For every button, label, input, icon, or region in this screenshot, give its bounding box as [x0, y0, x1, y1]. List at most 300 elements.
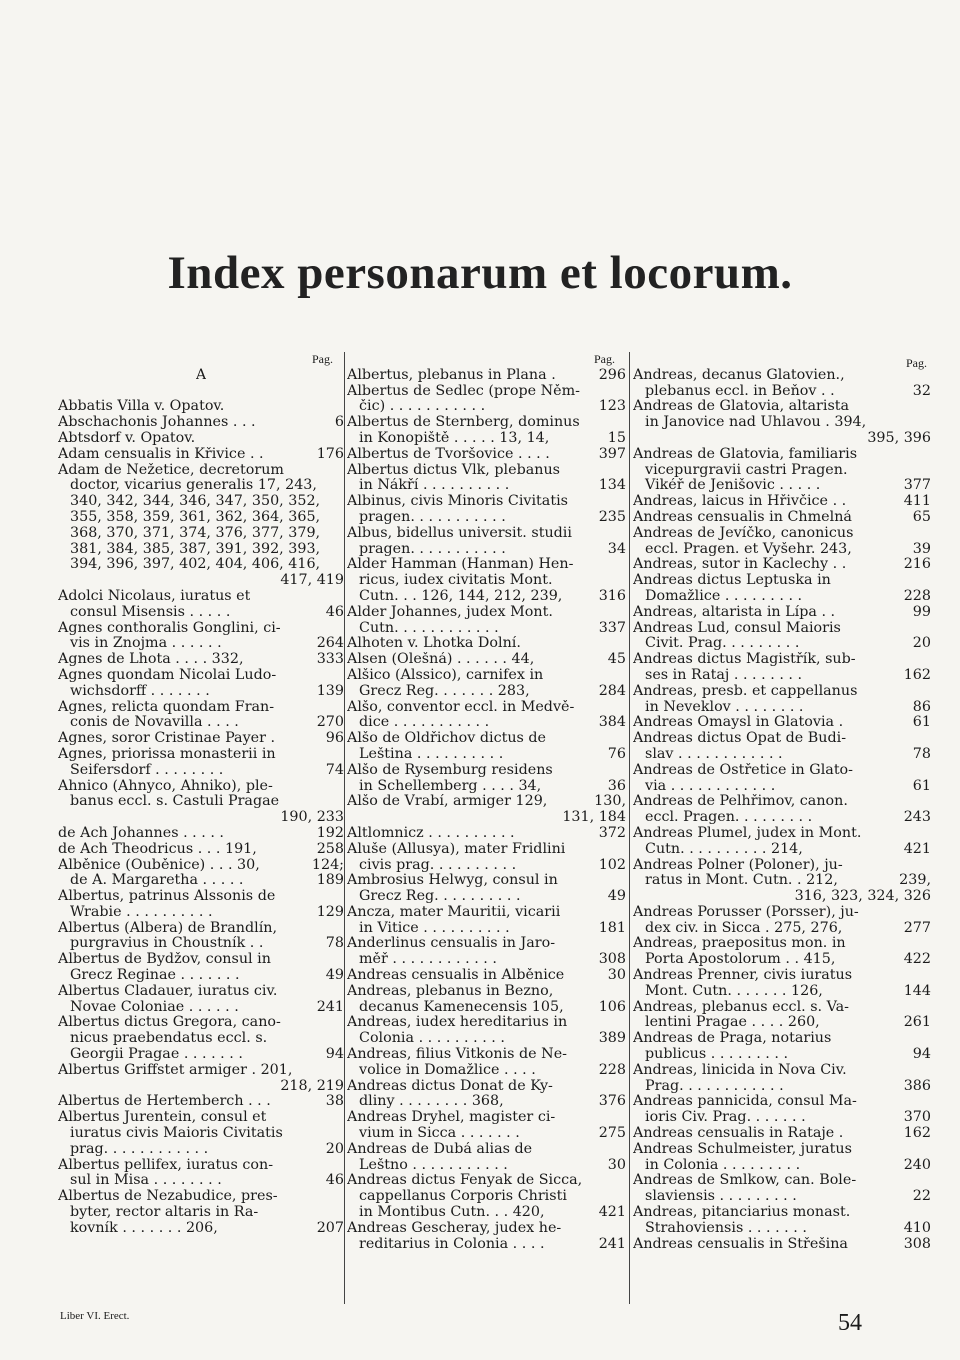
entry-page-ref [623, 494, 626, 510]
entry-text: vium in Sicca . . . . . . . [359, 1126, 520, 1142]
entry-text: Abschachonis Johannes . . . [58, 415, 256, 431]
entry-text: Grecz Reginae . . . . . . . [70, 968, 240, 984]
entry-page-ref [341, 747, 344, 763]
entry-page-ref [928, 858, 931, 874]
entry-page-ref: 333 [316, 652, 344, 668]
index-entry-line [347, 1063, 626, 1079]
index-entry-line [633, 399, 931, 415]
entry-page-ref [341, 952, 344, 968]
index-entry-line [347, 984, 626, 1000]
entry-text: Albertus de Tvoršovice . . . . [347, 446, 550, 462]
index-entry-line [633, 921, 931, 937]
index-entry-line [58, 1126, 344, 1142]
index-entry-line [347, 1189, 626, 1205]
entry-page-ref: 94 [325, 1047, 344, 1063]
index-entry-line [58, 352, 344, 368]
index-entry-line [633, 1047, 931, 1063]
index-entry-line [633, 431, 931, 447]
index-entry-line [633, 968, 931, 984]
entry-text: Andreas Porusser (Porsser), ju- [633, 904, 859, 920]
entry-text: Leštno . . . . . . . . . . . [359, 1157, 508, 1173]
entry-page-ref [341, 794, 344, 810]
pag-label-col-1: Pag. [312, 352, 333, 366]
entry-page-ref: 32 [912, 383, 931, 399]
entry-page-ref [341, 700, 344, 716]
entry-page-ref [623, 763, 626, 779]
index-entry-line [633, 1221, 931, 1237]
entry-text: Altlomnicz . . . . . . . . . . [347, 825, 515, 841]
entry-text: civis prag. . . . . . . . . . [359, 857, 517, 873]
entry-page-ref: 308 [598, 952, 626, 968]
index-entry-line [58, 952, 344, 968]
index-entry-line [633, 478, 931, 494]
entry-text: Andreas censualis in Alběnice [347, 968, 565, 984]
entry-text: Alhoten v. Lhotka Dolní. [347, 636, 521, 652]
index-entry-line [633, 463, 931, 479]
index-entry-line [347, 415, 626, 431]
index-entry-line [58, 858, 344, 874]
entry-page-ref [341, 431, 344, 447]
entry-page-ref [341, 1189, 344, 1205]
entry-text: in Vitice . . . . . . . . . . [359, 920, 510, 936]
index-entry-line [633, 447, 931, 463]
entry-text: Alšico (Alssico), carnifex in [347, 667, 544, 683]
index-entry-line [633, 542, 931, 558]
entry-page-ref: 94 [912, 1047, 931, 1063]
entry-page-ref: 337 [598, 620, 626, 636]
entry-text: Albertus dictus Vlk, plebanus [347, 462, 561, 478]
index-entry-line [58, 1158, 344, 1174]
index-entry-line [347, 1047, 626, 1063]
entry-page-ref: 34 [607, 541, 626, 557]
index-entry-line [633, 621, 931, 637]
entry-page-ref: 389 [598, 1031, 626, 1047]
entry-page-ref: 370 [903, 1110, 931, 1126]
entry-text: Andreas Lud, consul Maioris [633, 620, 841, 636]
index-entry-line [633, 1079, 931, 1095]
index-entry-line [633, 1205, 931, 1221]
entry-page-ref: 316 [598, 588, 626, 604]
entry-text: kovník . . . . . . . 206, [70, 1220, 218, 1236]
entry-text: dice . . . . . . . . . . . [359, 715, 490, 731]
index-entry-line [58, 921, 344, 937]
entry-text: Alběnice (Ouběnice) . . . 30, [58, 857, 260, 873]
index-entry-line [633, 731, 931, 747]
index-entry-line [633, 368, 931, 384]
entry-page-ref: 129 [316, 904, 344, 920]
entry-page-ref: 376 [598, 1094, 626, 1110]
index-entry-line [347, 952, 626, 968]
entry-page-ref [341, 621, 344, 637]
entry-text: 355, 358, 359, 361, 362, 364, 365, [70, 509, 321, 525]
entry-page-ref: 134 [598, 478, 626, 494]
entry-text: Albertus de Hertemberch . . . [58, 1094, 271, 1110]
index-entry-line [633, 1237, 931, 1253]
entry-text: Albertus pellifex, iuratus con- [58, 1157, 274, 1173]
entry-text: Andreas dictus Leptuska in [633, 573, 831, 589]
entry-text: plebanus eccl. in Beňov . . [645, 383, 835, 399]
entry-page-ref [623, 605, 626, 621]
index-entry-line [58, 747, 344, 763]
index-entry-line [347, 731, 626, 747]
index-entry-line [58, 605, 344, 621]
index-entry-line [347, 858, 626, 874]
entry-page-ref [623, 668, 626, 684]
entry-page-ref: 241 [598, 1236, 626, 1252]
entry-page-ref [928, 399, 931, 415]
index-entry-line [633, 1094, 931, 1110]
entry-page-ref [341, 984, 344, 1000]
entry-text: Alsen (Olešná) . . . . . . 44, [347, 652, 535, 668]
entry-page-ref: 65 [912, 509, 931, 525]
index-entry-line [347, 1205, 626, 1221]
entry-text: Novae Coloniae . . . . . . [70, 999, 239, 1015]
entry-page-ref: 46 [325, 604, 344, 620]
entry-page-ref [341, 478, 344, 494]
entry-text: Andreas Dryhel, magister ci- [347, 1110, 556, 1126]
entry-text: Mont. Cutn. . . . . . . 126, [645, 983, 823, 999]
index-entry-line [58, 889, 344, 905]
index-entry-line [347, 399, 626, 415]
index-entry-line [633, 652, 931, 668]
entry-page-ref: 239, [899, 873, 931, 889]
entry-text: 316, 323, 324, 326 [794, 889, 931, 905]
index-entry-line [633, 684, 931, 700]
entry-text: Albinus, civis Minoris Civitatis [347, 494, 568, 510]
entry-page-ref: 46 [325, 1173, 344, 1189]
entry-page-ref: 421 [598, 1205, 626, 1221]
index-entry-line [347, 700, 626, 716]
entry-page-ref: 264 [316, 636, 344, 652]
index-entry-line [347, 1110, 626, 1126]
index-entry-line [633, 794, 931, 810]
entry-text: Alder Hamman (Hanman) Hen- [347, 557, 574, 573]
index-entry-line [633, 779, 931, 795]
entry-page-ref [341, 668, 344, 684]
entry-page-ref [623, 984, 626, 1000]
entry-text: cappellanus Corporis Christi [359, 1189, 567, 1205]
entry-page-ref [341, 589, 344, 605]
entry-text: de Ach Johannes . . . . . [58, 825, 224, 841]
entry-page-ref: 421 [903, 841, 931, 857]
index-entry-line [347, 684, 626, 700]
entry-text: Andreas de Ostřetice in Glato- [633, 762, 853, 778]
entry-page-ref [623, 573, 626, 589]
index-entry-line [347, 921, 626, 937]
entry-text: Adam censualis in Křivice . . [58, 446, 264, 462]
entry-text: publicus . . . . . . . . . [645, 1047, 789, 1063]
index-entry-line [347, 1173, 626, 1189]
index-entry-line [347, 478, 626, 494]
entry-page-ref: 30 [607, 968, 626, 984]
index-entry-line [58, 636, 344, 652]
entry-page-ref [928, 936, 931, 952]
index-entry-line [347, 573, 626, 589]
entry-text: Andreas Schulmeister, juratus [633, 1141, 852, 1157]
index-entry-line [58, 557, 344, 573]
entry-text: Andreas censualis in Rataje . [633, 1126, 844, 1142]
entry-page-ref: 284 [598, 683, 626, 699]
entry-page-ref: 20 [912, 636, 931, 652]
index-entry-line [58, 842, 344, 858]
index-entry-line [58, 1189, 344, 1205]
entry-page-ref [928, 415, 931, 431]
entry-page-ref: 243 [903, 810, 931, 826]
entry-text: Adolci Nicolaus, iuratus et [58, 588, 251, 604]
index-entry-line [633, 1126, 931, 1142]
index-entry-line [347, 463, 626, 479]
entry-text: wichsdorff . . . . . . . [70, 683, 210, 699]
entry-text: Andreas, filius Vitkonis de Ne- [347, 1047, 567, 1063]
entry-page-ref [928, 763, 931, 779]
entry-text: ioris Civ. Prag. . . . . . . [645, 1110, 806, 1126]
entry-text: Albertus dictus Gregora, cano- [58, 1015, 281, 1031]
index-entry-line [58, 1063, 344, 1079]
index-entry-line [58, 826, 344, 842]
entry-text: 340, 342, 344, 346, 347, 350, 352, [70, 494, 321, 510]
index-column-2 [347, 352, 626, 1302]
entry-text: Abbatis Villa v. Opatov. [58, 399, 225, 415]
index-entry-line [633, 1189, 931, 1205]
entry-text: Andreas, laicus in Hřivčice . . [633, 494, 847, 510]
entry-text: de Ach Theodricus . . . 191, [58, 841, 257, 857]
entry-text: Andreas de Dubá alias de [347, 1141, 533, 1157]
entry-page-ref: 78 [325, 936, 344, 952]
entry-page-ref [623, 936, 626, 952]
entry-text: via . . . . . . . . . . . . [645, 778, 776, 794]
entry-text: Strahoviensis . . . . . . . [645, 1220, 807, 1236]
entry-text: Seifersdorf . . . . . . . . [70, 762, 224, 778]
entry-text: Porta Apostolorum . . 415, [645, 952, 836, 968]
entry-text: Prag. . . . . . . . . . . . [645, 1078, 784, 1094]
index-entry-line [58, 621, 344, 637]
entry-page-ref: 30 [607, 1157, 626, 1173]
index-entry-line [347, 557, 626, 573]
entry-page-ref: 96 [325, 731, 344, 747]
entry-page-ref: 45 [607, 652, 626, 668]
index-entry-line [58, 1142, 344, 1158]
entry-page-ref: 176 [316, 446, 344, 462]
index-entry-line [58, 415, 344, 431]
index-entry-line [58, 478, 344, 494]
entry-text: Albertus, patrinus Alssonis de [58, 889, 276, 905]
index-entry-line [633, 905, 931, 921]
entry-text: Andreas de Smlkow, can. Bole- [633, 1173, 857, 1189]
index-entry-line [347, 873, 626, 889]
index-entry-line [347, 842, 626, 858]
entry-page-ref: 22 [912, 1189, 931, 1205]
entry-text: Civit. Prag. . . . . . . . . [645, 636, 800, 652]
entry-text: in Colonia . . . . . . . . . [645, 1157, 801, 1173]
entry-text: Andreas, pitanciarius monast. [633, 1205, 851, 1221]
entry-page-ref: 86 [912, 699, 931, 715]
index-entry-line [633, 352, 931, 368]
index-entry-line [633, 952, 931, 968]
index-entry-line [58, 763, 344, 779]
index-entry-line [633, 873, 931, 889]
entry-page-ref: 20 [325, 1141, 344, 1157]
entry-page-ref: 6 [334, 415, 344, 431]
entry-text: Ancza, mater Mauritii, vicarii [347, 904, 561, 920]
entry-page-ref [623, 384, 626, 400]
entry-text: 395, 396 [867, 430, 931, 446]
entry-page-ref: 410 [903, 1220, 931, 1236]
entry-text: 394, 396, 397, 402, 404, 406, 416, [70, 557, 321, 573]
index-entry-line [58, 779, 344, 795]
entry-page-ref: 162 [903, 1126, 931, 1142]
entry-page-ref: 270 [316, 715, 344, 731]
index-entry-line [347, 510, 626, 526]
entry-page-ref [341, 1015, 344, 1031]
index-entry-line [347, 936, 626, 952]
entry-text: slav . . . . . . . . . . . . [645, 746, 783, 762]
entry-text: decanus Kamenecensis 105, [359, 999, 564, 1015]
entry-page-ref [623, 557, 626, 573]
entry-text: Andreas dictus Magistřík, sub- [633, 652, 856, 668]
entry-page-ref [341, 1031, 344, 1047]
entry-page-ref: 102 [598, 857, 626, 873]
entry-page-ref: 397 [598, 446, 626, 462]
entry-page-ref [928, 1094, 931, 1110]
entry-page-ref [341, 463, 344, 479]
index-entry-line [633, 573, 931, 589]
index-entry-line [347, 1126, 626, 1142]
entry-page-ref: 261 [903, 1015, 931, 1031]
index-entry-line [633, 1063, 931, 1079]
entry-text: Andreas, linicida in Nova Civ. [633, 1062, 847, 1078]
index-entry-line [633, 842, 931, 858]
index-entry-line [633, 889, 931, 905]
entry-page-ref [623, 1079, 626, 1095]
entry-page-ref [928, 463, 931, 479]
index-entry-line [58, 715, 344, 731]
index-entry-line [58, 1031, 344, 1047]
entry-text: pragen. . . . . . . . . . . [359, 509, 506, 525]
entry-text: Agnes conthoralis Gonglini, ci- [58, 620, 281, 636]
entry-page-ref [341, 1063, 344, 1079]
entry-page-ref [341, 557, 344, 573]
entry-page-ref: 228 [598, 1062, 626, 1078]
entry-page-ref [341, 779, 344, 795]
entry-page-ref [623, 1142, 626, 1158]
entry-text: Albertus de Bydžov, consul in [58, 952, 271, 968]
entry-text: doctor, vicarius generalis 17, 243, [70, 478, 317, 494]
entry-text: 131, 184 [562, 810, 626, 826]
index-entry-line [58, 494, 344, 510]
entry-text: Andreas Polner (Poloner), ju- [633, 857, 843, 873]
entry-text: Andreas dictus Donat de Ky- [347, 1078, 553, 1094]
entry-page-ref [341, 1110, 344, 1126]
entry-page-ref [341, 352, 344, 368]
entry-text: ratus in Mont. Cutn. . 212, [645, 873, 838, 889]
index-entry-line [347, 1142, 626, 1158]
index-entry-line [347, 352, 626, 368]
entry-text: Alder Johannes, judex Mont. [347, 604, 553, 620]
entry-text: eccl. Pragen. . . . . . . . . [645, 810, 813, 826]
entry-page-ref [341, 526, 344, 542]
entry-text: Andreas de Pelhřimov, canon. [633, 794, 848, 810]
index-entry-line [58, 368, 344, 384]
index-entry-line [633, 747, 931, 763]
pag-label-col-2: Pag. [594, 352, 615, 366]
entry-page-ref [928, 794, 931, 810]
index-entry-line [347, 779, 626, 795]
index-entry-line [633, 636, 931, 652]
index-entry-line [58, 1110, 344, 1126]
entry-text: Leština . . . . . . . . . . [359, 746, 504, 762]
entry-page-ref [928, 684, 931, 700]
entry-text: Wrabie . . . . . . . . . . [70, 904, 213, 920]
index-entry-line [633, 826, 931, 842]
index-entry-line [347, 368, 626, 384]
entry-text: Andreas pannicida, consul Ma- [633, 1094, 857, 1110]
entry-page-ref [928, 573, 931, 589]
index-entry-line [58, 700, 344, 716]
index-entry-line [633, 1000, 931, 1016]
entry-text: Andreas, altarista in Lípa . . [633, 604, 836, 620]
index-entry-line [58, 1000, 344, 1016]
index-entry-line [633, 1015, 931, 1031]
entry-text: Alšo, conventor eccl. in Medvě- [347, 699, 575, 715]
entry-page-ref: 61 [912, 715, 931, 731]
index-entry-line [58, 905, 344, 921]
index-entry-line [633, 589, 931, 605]
entry-text: prag. . . . . . . . . . . . [70, 1141, 209, 1157]
entry-page-ref: 192 [316, 825, 344, 841]
entry-page-ref: 377 [903, 478, 931, 494]
entry-page-ref [928, 526, 931, 542]
entry-text: Agnes, priorissa monasterii in [58, 746, 276, 762]
entry-page-ref [623, 463, 626, 479]
entry-page-ref [928, 652, 931, 668]
entry-text: měř . . . . . . . . . . . . [359, 952, 497, 968]
page-number: 54 [838, 1310, 862, 1336]
entry-text: Andreas de Praga, notarius [633, 1031, 832, 1047]
entry-text: Agnes quondam Nicolai Ludo- [58, 667, 277, 683]
index-entry-line [58, 668, 344, 684]
entry-page-ref [928, 1031, 931, 1047]
entry-text: Aluše (Allusya), mater Fridlini [347, 841, 566, 857]
index-entry-line [633, 384, 931, 400]
entry-text: Colonia . . . . . . . . . . [359, 1031, 505, 1047]
entry-page-ref: 99 [912, 604, 931, 620]
index-entry-line [633, 1031, 931, 1047]
index-entry-line [633, 605, 931, 621]
entry-text: čic) . . . . . . . . . . . [359, 399, 486, 415]
entry-page-ref [928, 1063, 931, 1079]
index-entry-line [633, 668, 931, 684]
entry-text: 381, 384, 385, 387, 391, 392, 393, [70, 541, 321, 557]
entry-text: in Schellemberg . . . . 34, [359, 778, 542, 794]
entry-page-ref: 296 [598, 367, 626, 383]
entry-page-ref: 61 [912, 778, 931, 794]
index-entry-line [347, 1031, 626, 1047]
index-entry-line [58, 984, 344, 1000]
index-entry-line [633, 1173, 931, 1189]
index-entry-line [347, 668, 626, 684]
entry-page-ref: 36 [607, 778, 626, 794]
index-entry-line [58, 936, 344, 952]
entry-page-ref: 275 [598, 1126, 626, 1142]
index-entry-line [58, 1047, 344, 1063]
entry-text: 218, 219 [280, 1078, 344, 1094]
index-entry-line [347, 747, 626, 763]
entry-text: Georgii Pragae . . . . . . . [70, 1047, 243, 1063]
index-column-3 [633, 352, 931, 1302]
entry-text: volice in Domažlice . . . . [359, 1062, 536, 1078]
entry-text: Albertus de Sedlec (prope Něm- [347, 383, 581, 399]
entry-text: Andreas, praepositus mon. in [633, 936, 846, 952]
